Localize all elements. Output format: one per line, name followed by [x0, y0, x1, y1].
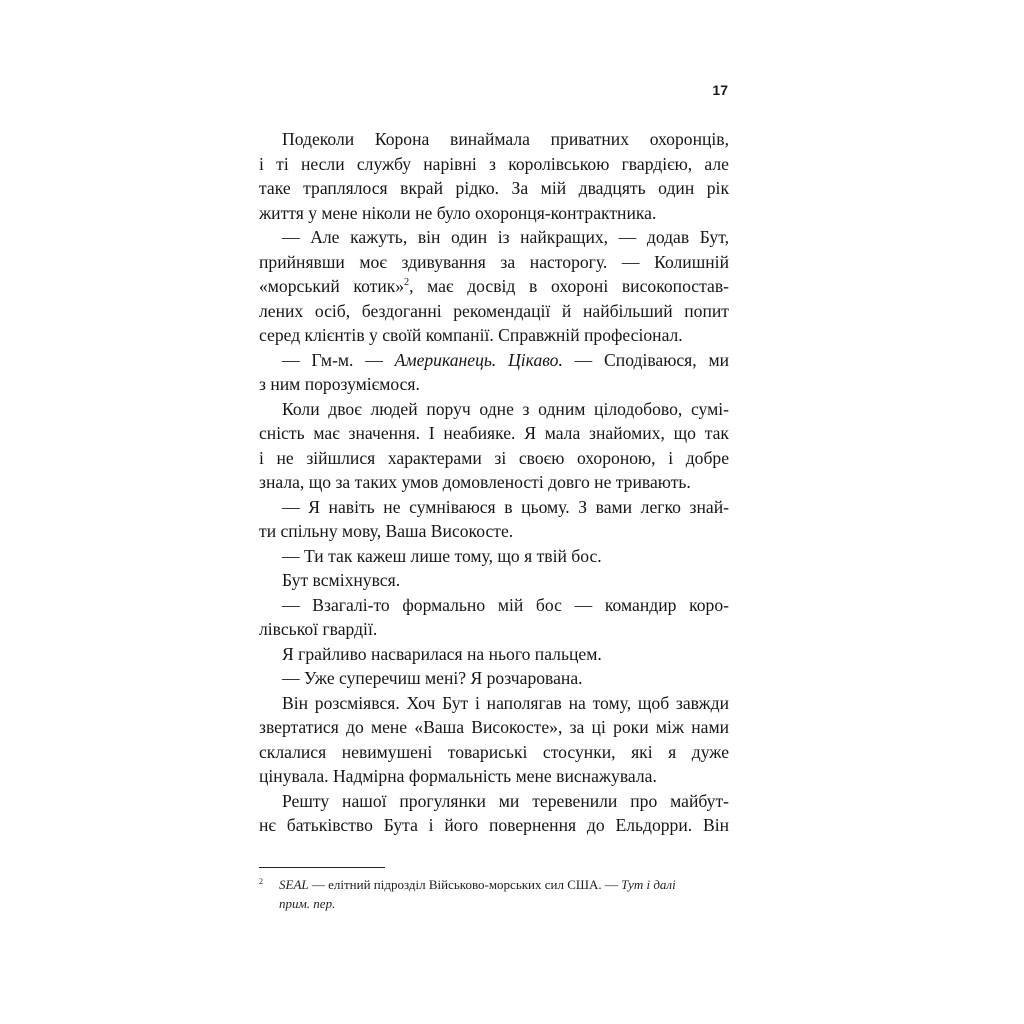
text-line: лівської гвардії. [259, 619, 378, 639]
text-line: лених осіб, бездоганні рекомендації й найбільший попит [259, 300, 729, 321]
text-line: серед клієнтів у своїй компанії. Справжній професіонал. [259, 325, 683, 345]
text-fragment: — Сподіваюся, ми [574, 349, 729, 370]
paragraph [259, 691, 729, 789]
text-line: — Але кажуть, він один із найкращих, — додав Бут, [282, 227, 729, 247]
text-line: Решту нашої прогулянки ми теревенили про майбут- [282, 790, 729, 811]
page-number: 17 [712, 82, 728, 98]
text-line: і ті несли службу нарівні з королівською гвардією, але [259, 153, 729, 174]
footnote-text: — елітний підрозділ Військово-морських сил США. — [311, 877, 618, 892]
text-line: знала, що за таких умов домовленості довго не тривають. [259, 472, 691, 492]
text-line: і не зійшлися характерами зі своєю охороною, і добре [259, 447, 729, 468]
dialogue-paragraph [259, 544, 729, 569]
text-line: таке траплялося вкрай рідко. За мій двадцять один рік [259, 178, 729, 198]
text-line: ти спільну мову, Ваша Високосте. [259, 521, 514, 541]
footnote [259, 875, 729, 913]
footnote-note: прим. пер. [279, 896, 336, 911]
text-line: життя у мене ніколи не було охоронця-контрактника. [259, 202, 657, 223]
footnote-line [259, 894, 729, 913]
text-line: — Я навіть не сумніваюся в цьому. З вами легко знай- [282, 496, 729, 517]
dialogue-paragraph [259, 225, 729, 348]
text-line: з ним порозуміємося. [259, 374, 420, 394]
text-line: — Ти так кажеш лише тому, що я твій бос. [282, 545, 602, 566]
text-fragment: «морський котик» [259, 276, 405, 296]
paragraph [259, 127, 729, 225]
italic-thought: Американець. Цікаво. [394, 349, 563, 370]
text-line: — Уже суперечиш мені? Я розчарована. [282, 668, 583, 688]
paragraph [259, 642, 729, 667]
text-line: нє батьківство Бута і його повернення до Ельдорри. Він [259, 815, 729, 835]
text-line: цінувала. Надмірна формальність мене виснажувала. [259, 766, 657, 786]
text-fragment: , має досвід в охороні високопостав- [409, 276, 729, 296]
paragraph [259, 789, 729, 838]
text-line: Подеколи Корона винаймала приватних охоронців, [282, 129, 729, 149]
footnote-divider [259, 867, 385, 868]
dialogue-paragraph [259, 495, 729, 544]
dialogue-paragraph [259, 666, 729, 691]
text-line-with-note [259, 274, 729, 299]
footnote-term: SEAL [279, 877, 309, 892]
text-line: прийнявши моє здивування за насторогу. — Колишній [259, 251, 729, 272]
dialogue-paragraph [259, 348, 729, 397]
text-line: — Взагалі-то формально мій бос — командир коро- [282, 594, 729, 615]
dialogue-paragraph [259, 593, 729, 642]
text-line [259, 348, 729, 373]
footnote-line: 2 SEAL — елітний підрозділ Військово-морських сил США. — Тут і далі [259, 877, 676, 892]
footnote-note: Тут і далі [621, 877, 676, 892]
text-line: сність має значення. І неабияке. Я мала знайомих, що так [259, 423, 729, 443]
text-line: Бут всміхнувся. [282, 570, 401, 590]
text-line: звертатися до мене «Ваша Високосте», за ці роки між нами [259, 717, 729, 737]
text-fragment: — Гм-м. — [282, 349, 383, 370]
text-line: Він розсміявся. Хоч Бут і наполягав на тому, щоб завжди [282, 692, 729, 713]
text-line: Я грайливо насварилася на нього пальцем. [282, 643, 602, 664]
paragraph [259, 568, 729, 593]
body-text [259, 127, 729, 838]
footnote-reference: 2 [404, 277, 410, 288]
text-line: Коли двоє людей поруч одне з одним цілодобово, сумі- [282, 398, 729, 419]
paragraph [259, 397, 729, 495]
text-line: склалися невимушені товариські стосунки, які я дуже [259, 741, 729, 762]
